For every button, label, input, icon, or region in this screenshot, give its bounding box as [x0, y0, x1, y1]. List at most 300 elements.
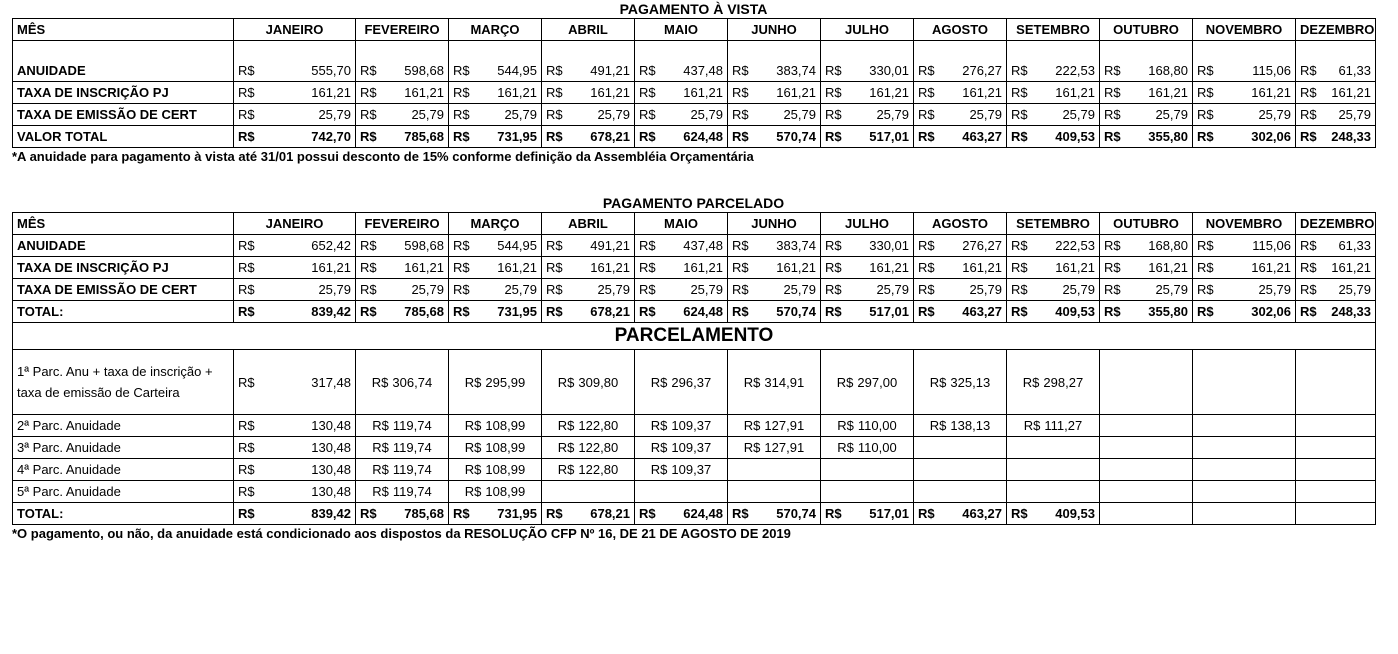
currency-symbol: R$ [1104, 107, 1121, 122]
amount: 161,21 [683, 260, 723, 275]
amount: 295,99 [485, 374, 526, 390]
currency-symbol: R$ [1104, 129, 1121, 144]
amount: 25,79 [504, 282, 537, 297]
currency-symbol: R$ [639, 63, 656, 78]
installment-cell [914, 481, 1007, 503]
t2-header-1: JANEIRO [234, 213, 356, 235]
t1-cell [1007, 82, 1100, 104]
t1-header-6: JUNHO [728, 19, 821, 41]
currency-symbol: R$ [360, 304, 377, 319]
installment-cell [542, 415, 635, 437]
currency-symbol: R$ [1023, 418, 1041, 433]
currency-symbol: R$ [1104, 282, 1121, 297]
currency-symbol: R$ [1104, 260, 1121, 275]
currency-symbol: R$ [238, 85, 255, 100]
installment-cell [356, 503, 449, 525]
installment-cell [1100, 481, 1193, 503]
installment-cell [449, 481, 542, 503]
amount: 330,01 [869, 238, 909, 253]
t1-header-4: ABRIL [542, 19, 635, 41]
installment-cell [1100, 503, 1193, 525]
t2-cell [821, 301, 914, 323]
currency-symbol: R$ [360, 282, 377, 297]
t2-cell [1100, 279, 1193, 301]
amount: 119,74 [392, 462, 432, 477]
currency-symbol: R$ [918, 304, 935, 319]
currency-symbol: R$ [464, 374, 482, 390]
t1-cell [635, 104, 728, 126]
currency-symbol: R$ [453, 107, 470, 122]
currency-symbol: R$ [929, 374, 947, 390]
amount: 570,74 [776, 129, 816, 144]
t2-cell [1100, 301, 1193, 323]
currency-symbol: R$ [1300, 260, 1317, 275]
currency-symbol: R$ [546, 85, 563, 100]
amount: 25,79 [411, 282, 444, 297]
installment-cell [1100, 437, 1193, 459]
currency-symbol: R$ [238, 129, 255, 144]
currency-symbol: R$ [238, 484, 255, 499]
currency-symbol: R$ [732, 506, 749, 521]
t2-cell [635, 301, 728, 323]
currency-symbol: R$ [650, 418, 668, 433]
t1-cell [1296, 104, 1376, 126]
currency-symbol: R$ [453, 85, 470, 100]
currency-symbol: R$ [1104, 85, 1121, 100]
t2-cell [1007, 257, 1100, 279]
currency-symbol: R$ [732, 238, 749, 253]
currency-symbol: R$ [238, 282, 255, 297]
installment-cell [728, 350, 821, 415]
amount: 463,27 [962, 506, 1002, 521]
amount: 276,27 [962, 63, 1002, 78]
t2-cell [1296, 279, 1376, 301]
amount: 119,74 [392, 440, 432, 455]
t1-header-9: SETEMBRO [1007, 19, 1100, 41]
currency-symbol: R$ [1300, 282, 1317, 297]
amount: 624,48 [683, 304, 723, 319]
t1-cell [821, 82, 914, 104]
currency-symbol: R$ [453, 129, 470, 144]
t2-cell [914, 257, 1007, 279]
currency-symbol: R$ [639, 129, 656, 144]
currency-symbol: R$ [557, 418, 575, 433]
amount: 652,42 [311, 238, 351, 253]
currency-symbol: R$ [238, 63, 255, 78]
amount: 570,74 [776, 506, 816, 521]
currency-symbol: R$ [1300, 107, 1317, 122]
t2-cell [821, 235, 914, 257]
installment-cell [635, 415, 728, 437]
installment-cell [1193, 481, 1296, 503]
t1-cell [914, 41, 1007, 82]
installment-cell [356, 459, 449, 481]
installment-cell [1007, 415, 1100, 437]
currency-symbol: R$ [1300, 63, 1317, 78]
currency-symbol: R$ [557, 462, 575, 477]
amount: 678,21 [590, 304, 630, 319]
currency-symbol: R$ [825, 238, 842, 253]
amount: 437,48 [683, 63, 723, 78]
amount: 25,79 [597, 282, 630, 297]
t2-cell [1193, 279, 1296, 301]
installment-cell [635, 437, 728, 459]
amount: 161,21 [1148, 85, 1188, 100]
currency-symbol: R$ [918, 282, 935, 297]
amount: 119,74 [392, 484, 432, 499]
amount: 161,21 [497, 260, 537, 275]
installment-cell [821, 415, 914, 437]
currency-symbol: R$ [650, 440, 668, 455]
installment-cell [1007, 481, 1100, 503]
installment-cell [914, 459, 1007, 481]
t2-cell [449, 257, 542, 279]
amount: 839,42 [311, 506, 351, 521]
amount: 108,99 [485, 484, 526, 499]
t1-cell [821, 41, 914, 82]
currency-symbol: R$ [360, 129, 377, 144]
amount: 109,37 [671, 440, 712, 455]
t1-cell [914, 104, 1007, 126]
table1-note: *A anuidade para pagamento à vista até 31/01 possui desconto de 15% conforme definição da Assembléia Orçamentária [12, 149, 754, 164]
amount: 119,74 [392, 418, 432, 433]
currency-symbol: R$ [546, 260, 563, 275]
t2-cell [1296, 301, 1376, 323]
t2-header-4: ABRIL [542, 213, 635, 235]
currency-symbol: R$ [743, 440, 761, 455]
amount: 222,53 [1055, 63, 1095, 78]
amount: 25,79 [876, 107, 909, 122]
amount: 317,48 [311, 374, 351, 390]
amount: 248,33 [1331, 304, 1371, 319]
currency-symbol: R$ [1104, 238, 1121, 253]
t1-cell [449, 41, 542, 82]
installment-row [13, 481, 1376, 503]
amount: 161,21 [776, 260, 816, 275]
amount: 110,00 [857, 418, 897, 433]
currency-symbol: R$ [1011, 506, 1028, 521]
installment-cell [1193, 350, 1296, 415]
amount: 127,91 [764, 440, 805, 455]
currency-symbol: R$ [557, 374, 575, 390]
installment-cell [542, 350, 635, 415]
t1-header-7: JULHO [821, 19, 914, 41]
table-pagamento-parcelado [12, 212, 1376, 525]
t2-cell [1296, 257, 1376, 279]
amount: 161,21 [404, 260, 444, 275]
t2-cell [1007, 235, 1100, 257]
amount: 409,53 [1055, 129, 1095, 144]
currency-symbol: R$ [238, 440, 255, 455]
currency-symbol: R$ [238, 506, 255, 521]
amount: 298,27 [1043, 374, 1084, 390]
t2-cell [914, 235, 1007, 257]
t2-cell [542, 301, 635, 323]
t2-cell [356, 279, 449, 301]
t2-row-label: TAXA DE EMISSÃO DE CERT [13, 279, 234, 301]
t1-header-10: OUTUBRO [1100, 19, 1193, 41]
t2-cell [356, 301, 449, 323]
amount: 383,74 [776, 63, 816, 78]
t2-cell [914, 279, 1007, 301]
installment-cell [1007, 350, 1100, 415]
t2-row [13, 257, 1376, 279]
currency-symbol: R$ [453, 260, 470, 275]
currency-symbol: R$ [918, 260, 935, 275]
currency-symbol: R$ [1104, 304, 1121, 319]
t2-cell [234, 235, 356, 257]
currency-symbol: R$ [825, 129, 842, 144]
amount: 127,91 [764, 418, 805, 433]
currency-symbol: R$ [546, 506, 563, 521]
currency-symbol: R$ [1300, 238, 1317, 253]
installment-cell [914, 503, 1007, 525]
t1-cell [356, 41, 449, 82]
t2-cell [635, 235, 728, 257]
amount: 25,79 [1338, 282, 1371, 297]
t1-cell [635, 41, 728, 82]
t1-cell [234, 41, 356, 82]
installment-cell [356, 481, 449, 503]
amount: 138,13 [950, 418, 991, 433]
installment-cell [1296, 415, 1376, 437]
currency-symbol: R$ [837, 440, 854, 455]
amount: 517,01 [869, 506, 909, 521]
t1-row-label: TAXA DE EMISSÃO DE CERT [13, 104, 234, 126]
t1-cell [728, 104, 821, 126]
t1-cell [1100, 82, 1193, 104]
spreadsheet [12, 0, 1375, 543]
amount: 785,68 [404, 304, 444, 319]
t2-row-label: TOTAL: [13, 301, 234, 323]
currency-symbol: R$ [732, 107, 749, 122]
currency-symbol: R$ [929, 418, 947, 433]
currency-symbol: R$ [836, 374, 854, 390]
amount: 25,79 [876, 282, 909, 297]
currency-symbol: R$ [1011, 107, 1028, 122]
currency-symbol: R$ [464, 462, 482, 477]
amount: 570,74 [776, 304, 816, 319]
currency-symbol: R$ [1197, 107, 1214, 122]
currency-symbol: R$ [453, 282, 470, 297]
amount: 130,48 [311, 462, 351, 477]
t2-cell [635, 279, 728, 301]
currency-symbol: R$ [453, 506, 470, 521]
t2-cell [449, 279, 542, 301]
installment-cell [821, 481, 914, 503]
installment-cell [821, 437, 914, 459]
amount: 161,21 [1055, 260, 1095, 275]
t1-header-12: DEZEMBRO [1296, 19, 1376, 41]
t2-cell [821, 279, 914, 301]
t1-header-2: FEVEREIRO [356, 19, 449, 41]
amount: 598,68 [404, 63, 444, 78]
t1-cell [356, 82, 449, 104]
amount: 122,80 [578, 462, 619, 477]
currency-symbol: R$ [918, 85, 935, 100]
t2-cell [1193, 235, 1296, 257]
t2-cell [914, 301, 1007, 323]
currency-symbol: R$ [453, 304, 470, 319]
amount: 25,79 [783, 107, 816, 122]
currency-symbol: R$ [732, 85, 749, 100]
currency-symbol: R$ [1300, 85, 1317, 100]
currency-symbol: R$ [238, 238, 255, 253]
t2-header-10: OUTUBRO [1100, 213, 1193, 235]
currency-symbol: R$ [1011, 304, 1028, 319]
installment-row-label: 1ª Parc. Anu + taxa de inscrição + taxa de emissão de Carteira [13, 350, 234, 415]
currency-symbol: R$ [1197, 238, 1214, 253]
currency-symbol: R$ [464, 484, 482, 499]
amount: 517,01 [869, 129, 909, 144]
t2-cell [728, 235, 821, 257]
currency-symbol: R$ [360, 260, 377, 275]
installment-row [13, 350, 1376, 415]
currency-symbol: R$ [639, 260, 656, 275]
amount: 115,06 [1252, 63, 1291, 78]
installment-cell [1193, 437, 1296, 459]
amount: 25,79 [318, 282, 351, 297]
amount: 785,68 [404, 129, 444, 144]
t2-cell [635, 257, 728, 279]
currency-symbol: R$ [918, 506, 935, 521]
amount: 110,00 [857, 440, 897, 455]
t1-cell [728, 126, 821, 148]
t2-cell [234, 279, 356, 301]
currency-symbol: R$ [825, 260, 842, 275]
t2-row-label: TAXA DE INSCRIÇÃO PJ [13, 257, 234, 279]
currency-symbol: R$ [546, 129, 563, 144]
amount: 463,27 [962, 129, 1002, 144]
installment-cell [356, 350, 449, 415]
amount: 161,21 [962, 260, 1002, 275]
currency-symbol: R$ [1300, 304, 1317, 319]
amount: 161,21 [1251, 260, 1291, 275]
installment-row-label: 3ª Parc. Anuidade [13, 437, 234, 459]
t2-cell [821, 257, 914, 279]
amount: 161,21 [1055, 85, 1095, 100]
t1-cell [449, 82, 542, 104]
installment-cell [356, 415, 449, 437]
currency-symbol: R$ [546, 304, 563, 319]
amount: 161,21 [869, 85, 909, 100]
currency-symbol: R$ [238, 107, 255, 122]
installment-row [13, 503, 1376, 525]
installment-cell [542, 437, 635, 459]
amount: 785,68 [404, 506, 444, 521]
t1-row [13, 41, 1376, 82]
installment-cell [1100, 350, 1193, 415]
installment-cell [1296, 503, 1376, 525]
installment-row [13, 459, 1376, 481]
amount: 222,53 [1055, 238, 1095, 253]
currency-symbol: R$ [918, 238, 935, 253]
t1-cell [635, 126, 728, 148]
t2-cell [542, 257, 635, 279]
t2-header-2: FEVEREIRO [356, 213, 449, 235]
installment-cell [1100, 459, 1193, 481]
amount: 25,79 [1062, 282, 1095, 297]
currency-symbol: R$ [238, 462, 255, 477]
currency-symbol: R$ [1011, 260, 1028, 275]
currency-symbol: R$ [464, 440, 482, 455]
amount: 25,79 [1338, 107, 1371, 122]
amount: 168,80 [1148, 63, 1188, 78]
currency-symbol: R$ [918, 107, 935, 122]
currency-symbol: R$ [1197, 63, 1214, 78]
currency-symbol: R$ [825, 107, 842, 122]
t1-cell [635, 82, 728, 104]
currency-symbol: R$ [825, 63, 842, 78]
amount: 598,68 [404, 238, 444, 253]
currency-symbol: R$ [546, 63, 563, 78]
currency-symbol: R$ [1022, 374, 1040, 390]
t1-header-8: AGOSTO [914, 19, 1007, 41]
t1-row-label: TAXA DE INSCRIÇÃO PJ [13, 82, 234, 104]
currency-symbol: R$ [918, 129, 935, 144]
installment-row [13, 415, 1376, 437]
amount: 330,01 [869, 63, 909, 78]
currency-symbol: R$ [360, 85, 377, 100]
currency-symbol: R$ [453, 238, 470, 253]
amount: 409,53 [1055, 304, 1095, 319]
t1-header-11: NOVEMBRO [1193, 19, 1296, 41]
t1-cell [542, 41, 635, 82]
installment-cell [542, 503, 635, 525]
installment-cell [542, 481, 635, 503]
installment-cell [234, 350, 356, 415]
amount: 325,13 [950, 374, 991, 390]
amount: 161,21 [404, 85, 444, 100]
installment-cell [1007, 503, 1100, 525]
amount: 463,27 [962, 304, 1002, 319]
currency-symbol: R$ [732, 63, 749, 78]
t2-cell [1100, 235, 1193, 257]
t1-cell [914, 82, 1007, 104]
currency-symbol: R$ [464, 418, 482, 433]
amount: 355,80 [1148, 304, 1188, 319]
amount: 111,27 [1044, 418, 1083, 433]
t1-cell [821, 126, 914, 148]
installment-cell [821, 503, 914, 525]
t1-cell [1193, 41, 1296, 82]
currency-symbol: R$ [1104, 63, 1121, 78]
amount: 25,79 [1258, 282, 1291, 297]
currency-symbol: R$ [825, 282, 842, 297]
currency-symbol: R$ [639, 506, 656, 521]
amount: 109,37 [671, 462, 712, 477]
t1-cell [1296, 82, 1376, 104]
currency-symbol: R$ [546, 107, 563, 122]
currency-symbol: R$ [743, 374, 761, 390]
installment-cell [449, 503, 542, 525]
table2-note: *O pagamento, ou não, da anuidade está condicionado aos dispostos da RESOLUÇÃO CFP Nº 16, DE 21 DE AGOSTO DE 2019 [12, 526, 791, 541]
amount: 491,21 [590, 238, 630, 253]
installment-cell [1007, 459, 1100, 481]
amount: 491,21 [590, 63, 630, 78]
amount: 302,06 [1251, 304, 1291, 319]
t1-header-1: JANEIRO [234, 19, 356, 41]
currency-symbol: R$ [371, 374, 389, 390]
amount: 25,79 [1062, 107, 1095, 122]
t2-row-label: ANUIDADE [13, 235, 234, 257]
t1-cell [1193, 126, 1296, 148]
amount: 161,21 [776, 85, 816, 100]
currency-symbol: R$ [238, 374, 255, 390]
amount: 306,74 [392, 374, 433, 390]
installment-cell [449, 350, 542, 415]
amount: 161,21 [869, 260, 909, 275]
